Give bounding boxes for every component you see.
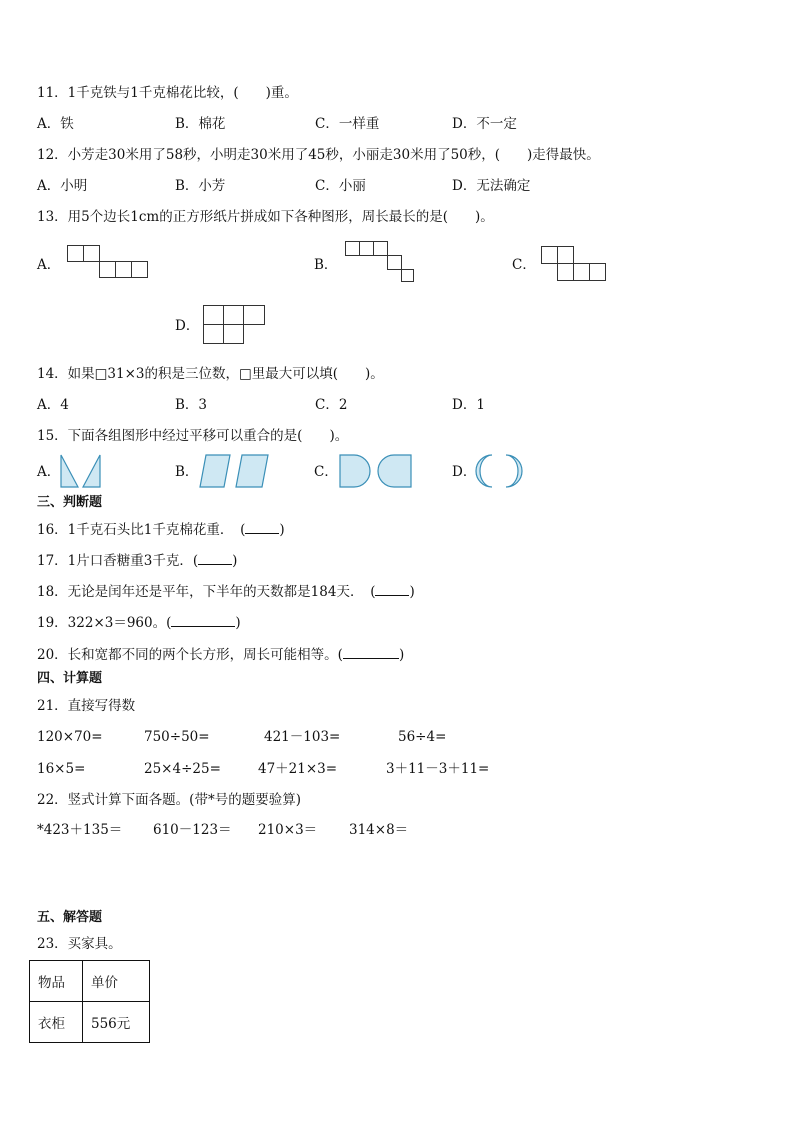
q16-close: ) <box>279 522 285 538</box>
q13-figure-a <box>66 244 150 280</box>
q14-text: 14．如果□31×3的积是三位数，□里最大可以填( )。 <box>37 366 384 382</box>
q12-text: 12．小芳走30米用了58秒，小明走30米用了45秒，小丽走30米用了50秒，( )走得最快。 <box>37 147 600 163</box>
q15-figure-b-parallelograms <box>198 453 272 489</box>
q17-close: ) <box>232 553 238 569</box>
table-header-cell: 单价 <box>83 961 150 1002</box>
q18-line <box>37 582 415 601</box>
q13-figure-b <box>344 240 416 284</box>
q11-option-d[interactable]: D．不一定 <box>452 116 517 132</box>
table-header-cell: 物品 <box>30 961 83 1002</box>
q13-label-a[interactable]: A． <box>37 257 61 273</box>
q19-line <box>37 613 241 632</box>
q12-option-a[interactable]: A．小明 <box>37 178 88 194</box>
q15-shape <box>61 455 100 487</box>
q18-close: ) <box>409 584 415 600</box>
q12-options <box>37 177 757 195</box>
q18-text: 18．无论是闰年还是平年，下半年的天数都是184天． ( <box>37 584 376 600</box>
q15-label-b[interactable]: B． <box>175 464 199 480</box>
q11-options <box>37 115 757 133</box>
q14-option-a[interactable]: A．4 <box>37 397 69 413</box>
q15-shape <box>340 455 411 487</box>
q13-label-c[interactable]: C． <box>512 257 536 273</box>
q21-item: 3＋11－3＋11= <box>386 761 490 777</box>
q15-figure-c-d-shapes <box>338 453 414 489</box>
q11-option-a[interactable]: A．铁 <box>37 116 74 132</box>
q14-options <box>37 396 757 414</box>
q21-item: 120×70= <box>37 729 103 745</box>
q12-option-b[interactable]: B．小芳 <box>175 178 226 194</box>
q16-line <box>37 520 285 539</box>
section5-heading: 五、解答题 <box>37 910 103 925</box>
q21-item: 25×4÷25= <box>144 761 221 777</box>
q19-close: ) <box>235 615 241 631</box>
q11-option-c[interactable]: C．一样重 <box>315 116 380 132</box>
q11-text: 11．1千克铁与1千克棉花比较，( )重。 <box>37 85 298 101</box>
furniture-price-table <box>29 960 150 1043</box>
q13-text: 13．用5个边长1cm的正方形纸片拼成如下各种图形，周长最长的是( )。 <box>37 209 494 225</box>
q15-label-d[interactable]: D． <box>452 464 477 480</box>
q22-item: 210×3＝ <box>258 822 318 838</box>
q13-label-b[interactable]: B． <box>314 257 338 273</box>
q15-shape <box>200 455 268 487</box>
q14-option-c[interactable]: C．2 <box>315 397 348 413</box>
q13-figure-d <box>202 304 268 346</box>
q15-figure-a-triangles <box>58 453 104 489</box>
q20-close: ) <box>398 647 405 663</box>
q18-answer-blank[interactable] <box>375 582 409 596</box>
q20-answer-blank[interactable] <box>343 645 399 659</box>
q17-text: 17．1片口香糖重3千克．( <box>37 553 199 569</box>
q21-item: 421－103= <box>264 729 341 745</box>
q21-item: 16×5= <box>37 761 86 777</box>
q12-option-c[interactable]: C．小丽 <box>315 178 366 194</box>
q15-shape <box>476 455 522 487</box>
table-cell: 556元 <box>83 1002 150 1043</box>
q23-title: 23．买家具。 <box>37 936 122 952</box>
q12-option-d[interactable]: D．无法确定 <box>452 178 531 194</box>
q21-item: 47＋21×3= <box>258 761 338 777</box>
section3-heading: 三、判断题 <box>37 495 103 510</box>
q14-option-b[interactable]: B．3 <box>175 397 208 413</box>
q22-item: 314×8＝ <box>349 822 409 838</box>
q15-figure-d-crescents <box>474 453 526 489</box>
q19-text: 19．322×3＝960。( <box>37 615 172 631</box>
q19-answer-blank[interactable] <box>171 613 235 627</box>
q22-title: 22．竖式计算下面各题。(带*号的题要验算) <box>37 792 301 808</box>
q14-option-d[interactable]: D．1 <box>452 397 485 413</box>
q21-item: 750÷50= <box>144 729 210 745</box>
table-cell: 衣柜 <box>30 1002 83 1043</box>
table-row <box>30 1002 150 1043</box>
q17-line <box>37 551 237 570</box>
q11-option-b[interactable]: B．棉花 <box>175 116 226 132</box>
table-header-row <box>30 961 150 1002</box>
section4-heading: 四、计算题 <box>37 671 103 686</box>
q22-item: *423＋135＝ <box>37 822 123 838</box>
q13-figure-c <box>540 245 610 283</box>
q15-label-c[interactable]: C． <box>314 464 338 480</box>
q21-item: 56÷4= <box>398 729 447 745</box>
q15-label-a[interactable]: A． <box>37 464 61 480</box>
q21-title: 21．直接写得数 <box>37 698 136 714</box>
q15-text: 15．下面各组图形中经过平移可以重合的是( )。 <box>37 428 349 444</box>
q20-line <box>37 645 404 664</box>
q20-text: 20．长和宽都不同的两个长方形，周长可能相等。( <box>37 647 343 663</box>
q16-text: 16．1千克石头比1千克棉花重． ( <box>37 522 246 538</box>
q13-label-d[interactable]: D． <box>175 318 200 334</box>
q16-answer-blank[interactable] <box>245 520 279 534</box>
q22-item: 610－123＝ <box>153 822 232 838</box>
q17-answer-blank[interactable] <box>198 551 232 565</box>
